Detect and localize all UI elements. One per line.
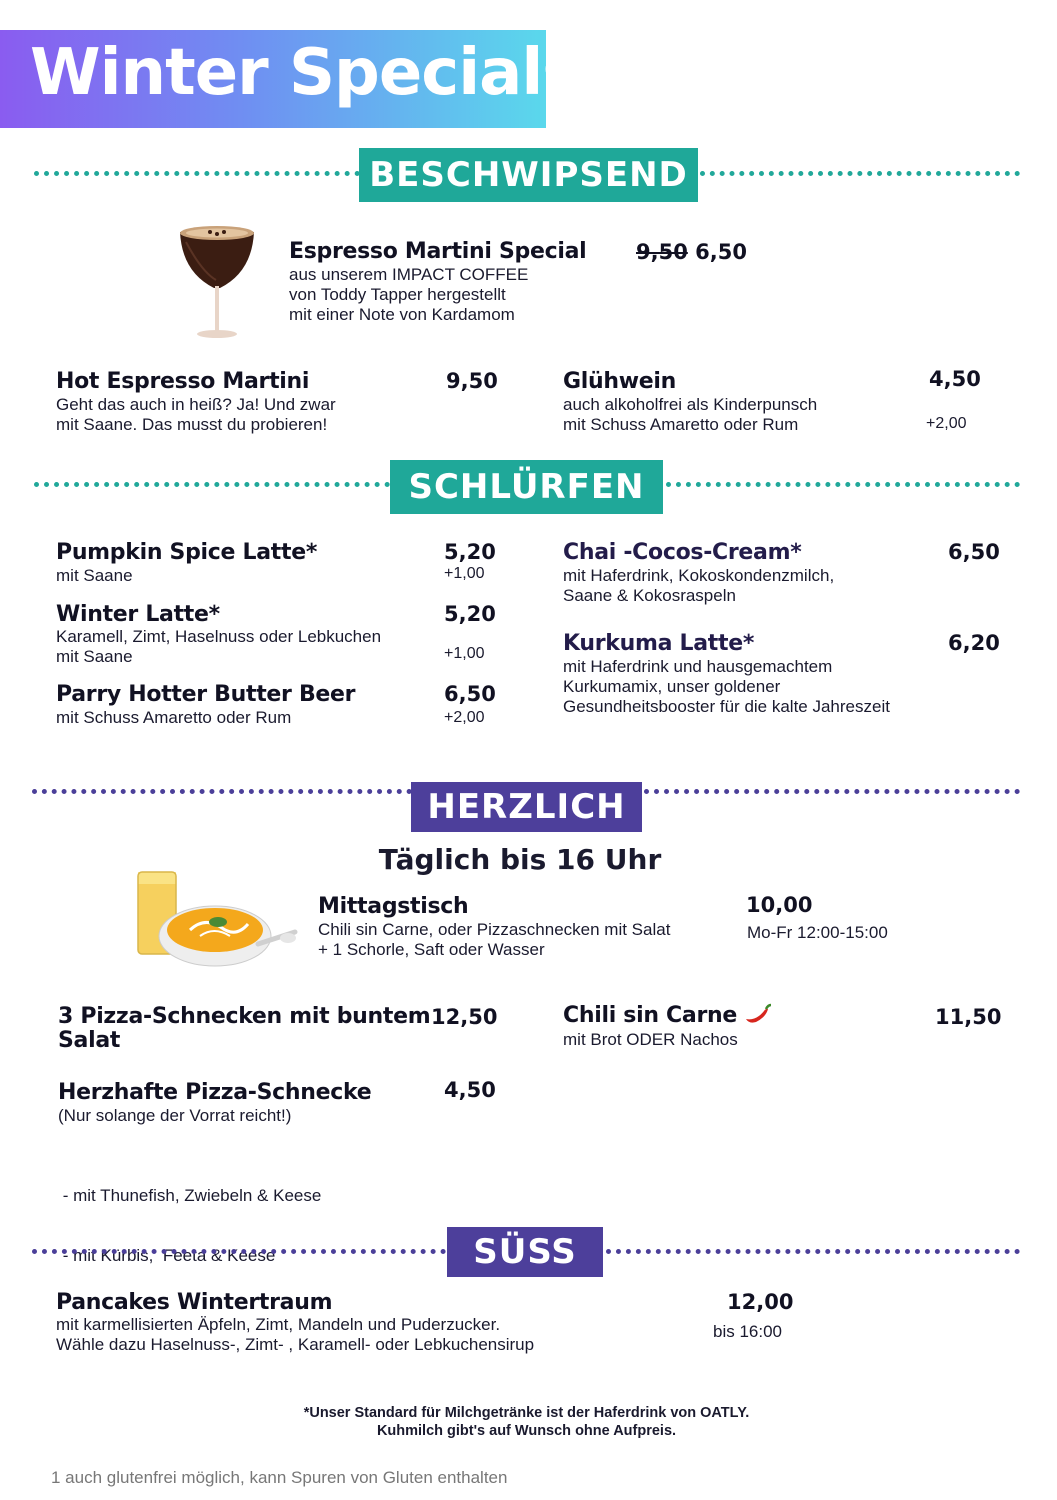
section-header-schlurfen: SCHLÜRFEN	[390, 460, 663, 514]
item-desc	[563, 566, 834, 606]
item-desc	[56, 395, 336, 435]
item-desc	[289, 265, 528, 325]
name-line: Salat	[58, 1028, 121, 1053]
item-desc: mit Brot ODER Nachos	[563, 1030, 738, 1049]
section-header-herzlich: HERZLICH	[411, 782, 642, 832]
desc-line: aus unserem IMPACT COFFEE	[289, 265, 529, 284]
item-hours: Mo-Fr 12:00-15:00	[747, 923, 888, 942]
section-divider-right	[644, 789, 1020, 794]
name-line: 3 Pizza-Schnecken mit buntem	[58, 1004, 431, 1029]
item-name-mittagstisch: Mittagstisch	[318, 894, 469, 919]
option-line: - mit Kürbis, Feeta & Keese	[58, 1246, 276, 1265]
milk-note	[0, 1404, 1053, 1440]
soup-and-juice-icon	[130, 864, 305, 994]
item-extra-price: +1,00	[444, 645, 485, 662]
item-price: 10,00	[746, 893, 813, 917]
section-header-suss: SÜSS	[447, 1227, 603, 1277]
item-name-kurkuma-latte: Kurkuma Latte*	[563, 631, 755, 656]
desc-line: mit Schuss Amaretto oder Rum	[563, 415, 799, 434]
item-desc	[318, 920, 670, 960]
item-price: 4,50	[929, 367, 981, 391]
item-price: 11,50	[935, 1005, 1002, 1029]
section-divider-left	[32, 789, 412, 794]
item-name-gluhwein: Glühwein	[563, 369, 676, 394]
desc-line: Saane & Kokosraspeln	[563, 586, 736, 605]
section-divider-left	[34, 482, 390, 487]
item-extra-price: +1,00	[444, 565, 485, 582]
desc-line: Geht das auch in heiß? Ja! Und zwar	[56, 395, 336, 414]
item-name-pizza-schnecken-salat	[58, 1005, 430, 1053]
footnote: 1 auch glutenfrei möglich, kann Spuren von Gluten enthalten	[51, 1468, 508, 1487]
item-desc: (Nur solange der Vorrat reicht!)	[58, 1106, 292, 1125]
option-line: - mit Thunefish, Zwiebeln & Keese	[58, 1186, 322, 1205]
chili-pepper-icon	[744, 1003, 772, 1025]
desc-line: von Toddy Tapper hergestellt	[289, 285, 506, 304]
item-name-chili-sin-carne	[563, 1003, 772, 1028]
desc-line: Chili sin Carne, oder Pizzaschnecken mit Salat	[318, 920, 671, 939]
chili-name-text: Chili sin Carne	[563, 1003, 737, 1028]
item-price: 6,50	[444, 682, 496, 706]
item-price: 6,50	[948, 540, 1000, 564]
item-desc	[56, 627, 381, 667]
item-options	[58, 1146, 321, 1286]
espresso-martini-icon	[172, 222, 262, 342]
old-price-value: 9,50	[636, 240, 688, 264]
desc-line: Wähle dazu Haselnuss-, Zimt- , Karamell- oder Lebkuchensirup	[56, 1335, 535, 1354]
item-name-butter-beer: Parry Hotter Butter Beer	[56, 682, 356, 707]
item-price: 4,50	[444, 1078, 496, 1102]
item-name-chai-cocos-cream: Chai -Cocos-Cream*	[563, 540, 802, 565]
item-price: 6,50	[695, 240, 747, 264]
section-divider-left	[32, 1249, 446, 1254]
desc-line: mit Saane. Das musst du probieren!	[56, 415, 328, 434]
item-desc: mit Saane	[56, 566, 133, 585]
item-price: 12,00	[727, 1290, 794, 1314]
desc-line: mit Haferdrink und hausgemachtem	[563, 657, 833, 676]
item-availability: bis 16:00	[713, 1322, 782, 1341]
item-price: 5,20	[444, 540, 496, 564]
item-name-winter-latte: Winter Latte*	[56, 602, 220, 627]
desc-line: mit Saane	[56, 647, 133, 666]
item-name-pumpkin-spice-latte: Pumpkin Spice Latte*	[56, 540, 318, 565]
item-price: 6,20	[948, 631, 1000, 655]
item-desc	[563, 395, 817, 435]
desc-line: Karamell, Zimt, Haselnuss oder Lebkuchen	[56, 627, 382, 646]
desc-line: mit einer Note von Kardamom	[289, 305, 515, 324]
item-name-pancakes-wintertraum: Pancakes Wintertraum	[56, 1290, 333, 1315]
item-desc	[56, 1315, 534, 1355]
desc-line: Kurkumamix, unser goldener	[563, 677, 781, 696]
section-subtitle: Täglich bis 16 Uhr	[378, 843, 662, 876]
section-divider-left	[34, 171, 360, 176]
item-price: 12,50	[431, 1005, 498, 1029]
desc-line: mit Haferdrink, Kokoskondenzmilch,	[563, 566, 835, 585]
section-divider-right	[700, 171, 1020, 176]
item-price: 5,20	[444, 602, 496, 626]
desc-line: auch alkoholfrei als Kinderpunsch	[563, 395, 818, 414]
desc-line: + 1 Schorle, Saft oder Wasser	[318, 940, 545, 959]
note-line: *Unser Standard für Milchgetränke ist der Haferdrink von OATLY.	[303, 1405, 750, 1421]
item-desc	[563, 657, 890, 717]
item-name-espresso-martini-special: Espresso Martini Special	[289, 239, 587, 264]
item-name-herzhafte-pizza-schnecke: Herzhafte Pizza-Schnecke	[58, 1080, 372, 1105]
desc-line: Gesundheitsbooster für die kalte Jahreszeit	[563, 697, 890, 716]
item-price: 9,50	[446, 369, 498, 393]
item-extra-price: +2,00	[444, 709, 485, 726]
old-price	[636, 240, 747, 264]
section-header-beschwipsend: BESCHWIPSEND	[359, 148, 698, 202]
item-desc: mit Schuss Amaretto oder Rum	[56, 708, 292, 727]
note-line: Kuhmilch gibt's auf Wunsch ohne Aufpreis.	[376, 1423, 677, 1439]
desc-line: mit karmellisierten Äpfeln, Zimt, Mandeln und Puderzucker.	[56, 1315, 501, 1334]
section-divider-right	[606, 1249, 1020, 1254]
item-name-hot-espresso-martini: Hot Espresso Martini	[56, 369, 310, 394]
page-title: Winter Specials	[30, 36, 580, 110]
item-extra-price: +2,00	[926, 415, 967, 432]
section-divider-right	[666, 482, 1020, 487]
